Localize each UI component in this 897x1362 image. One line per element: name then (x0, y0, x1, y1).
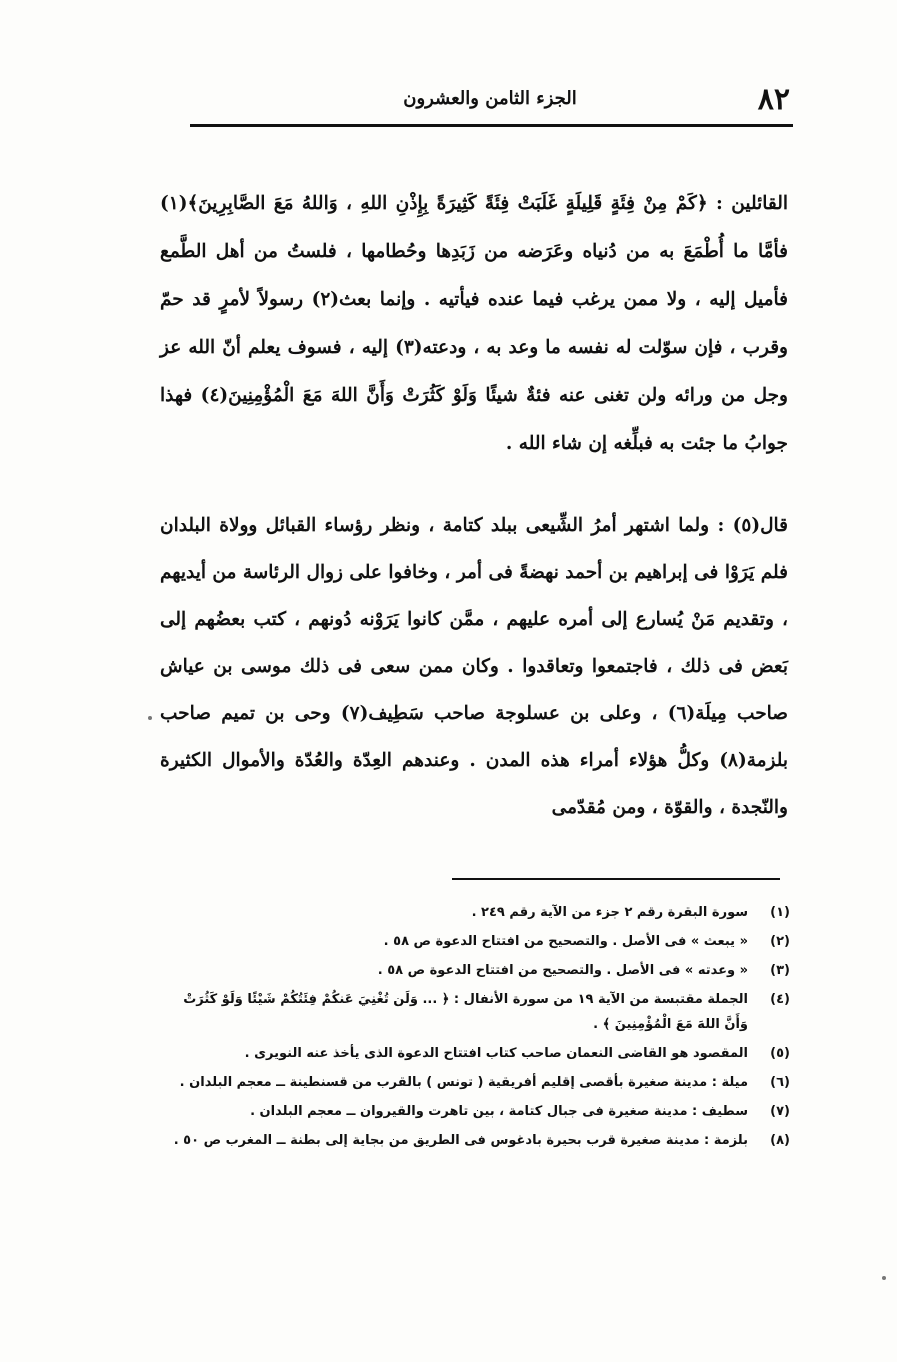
footnote-number: (٢) (770, 934, 790, 949)
footnote-2 (165, 929, 790, 954)
paragraph-2: قال(٥) : ولما اشتهر أمرُ الشِّيعى ببلد كتامة ، ونظر رؤساء القبائل وولاة البلدان فلم يَرَوْا فى إبراهيم بن أحمد نهضةً فى أمر ، وخافوا على زوال الرئاسة من أيديهم ، وتقديم مَنْ يُسارع إلى أمره عليهم ، ممَّن كانوا يَرَوْنه دُونهم ، كتب بعضُهم إلى بَعض فى ذلك ، فاجتمعوا وتعاقدوا . وكان ممن سعى فى ذلك موسى بن عياش صاحب مِيلَة(٦) ، وعلى بن عسلوجة صاحب سَطِيف(٧) وحى بن تميم صاحب بلزمة(٨) وكلُّ هؤلاء أمراء هذه المدن . وعندهم العِدّة والعُدّة والأموال الكثيرة والنّجدة ، والقوّة ، ومن مُقدّمى (160, 515, 788, 818)
footnote-number: (٨) (770, 1133, 790, 1148)
footnote-number: (٦) (770, 1075, 790, 1090)
footnote-4 (165, 987, 790, 1037)
footnote-text: الجملة مقتبسة من الآية ١٩ من سورة الأنفال : ﴿ ... وَلَن تُغْنِيَ عَنكُمْ فِئَتُكُمْ شَيْئًا وَلَوْ كَثُرَتْ وَأَنَّ اللهَ مَعَ الْمُؤْمِنِينَ ﴾ . (183, 992, 748, 1032)
footnote-5 (165, 1041, 790, 1066)
footnote-7 (165, 1099, 790, 1124)
footnote-text: سورة البقرة رقم ٢ جزء من الآية رقم ٢٤٩ . (471, 905, 748, 920)
footnote-3 (165, 958, 790, 983)
footnote-text: « يبعث » فى الأصل . والتصحيح من افتتاح الدعوة ص ٥٨ . (383, 934, 748, 949)
footnote-text: المقصود هو القاضى النعمان صاحب كتاب افتتاح الدعوة الذى يأخذ عنه النويرى . (244, 1046, 748, 1061)
footnote-text: سطيف : مدينة صغيرة فى جبال كتامة ، بين تاهرت والقيروان ــ معجم البلدان . (250, 1104, 748, 1119)
footnote-8 (165, 1128, 790, 1153)
scan-speck (148, 716, 152, 720)
footnote-text: ميلة : مدينة صغيرة بأقصى إقليم أفريقية ( تونس ) بالقرب من قسنطينة ــ معجم البلدان . (179, 1075, 748, 1090)
main-text (160, 180, 788, 831)
footnote-text: بلزمة : مدينة صغيرة قرب بحيرة بادغوس فى الطريق من بجاية إلى بطنة ــ المغرب ص ٥٠ . (173, 1133, 748, 1148)
footnote-6 (165, 1070, 790, 1095)
page-header (190, 78, 790, 122)
scan-speck (882, 1276, 886, 1280)
paragraph-1: القائلين : ﴿كَمْ مِنْ فِئَةٍ قَلِيلَةٍ غَلَبَتْ فِئَةً كَثِيرَةً بِإِذْنِ اللهِ ، وَاللهُ مَعَ الصَّابِرِينَ﴾(١) فأمَّا ما أُطْمَعَ به من دُنياه وعَرَضه من زَبَدِها وحُطامها ، فلستُ من أهل الطَّمع فأميل إليه ، ولا ممن يرغب فيما عنده فيأتيه . وإنما بعث(٢) رسولاً لأمرٍ قد حمّ وقرب ، فإن سوّلت له نفسه ما وعد به ، ودعته(٣) إليه ، فسوف يعلم أنّ الله عز وجل من ورائه ولن تغنى عنه فئةٌ شيئًا وَلَوْ كَثُرَتْ وَأَنَّ اللهَ مَعَ الْمُؤْمِنِينَ(٤) فهذا جوابُ ما جئت به فبلِّغه إن شاء الله . (160, 193, 788, 454)
footnotes (165, 900, 790, 1157)
footnote-number: (٣) (770, 963, 790, 978)
header-rule (190, 124, 793, 127)
footnote-number: (٥) (770, 1046, 790, 1061)
footnote-number: (٧) (770, 1104, 790, 1119)
footnote-number: (٤) (770, 992, 790, 1007)
footnotes-separator (452, 878, 780, 880)
running-title: الجزء الثامن والعشرون (403, 88, 577, 109)
footnote-number: (١) (770, 905, 790, 920)
footnote-1 (165, 900, 790, 925)
footnote-text: « وعدته » فى الأصل . والتصحيح من افتتاح الدعوة ص ٥٨ . (377, 963, 748, 978)
page-number: ٨٢ (757, 82, 790, 117)
